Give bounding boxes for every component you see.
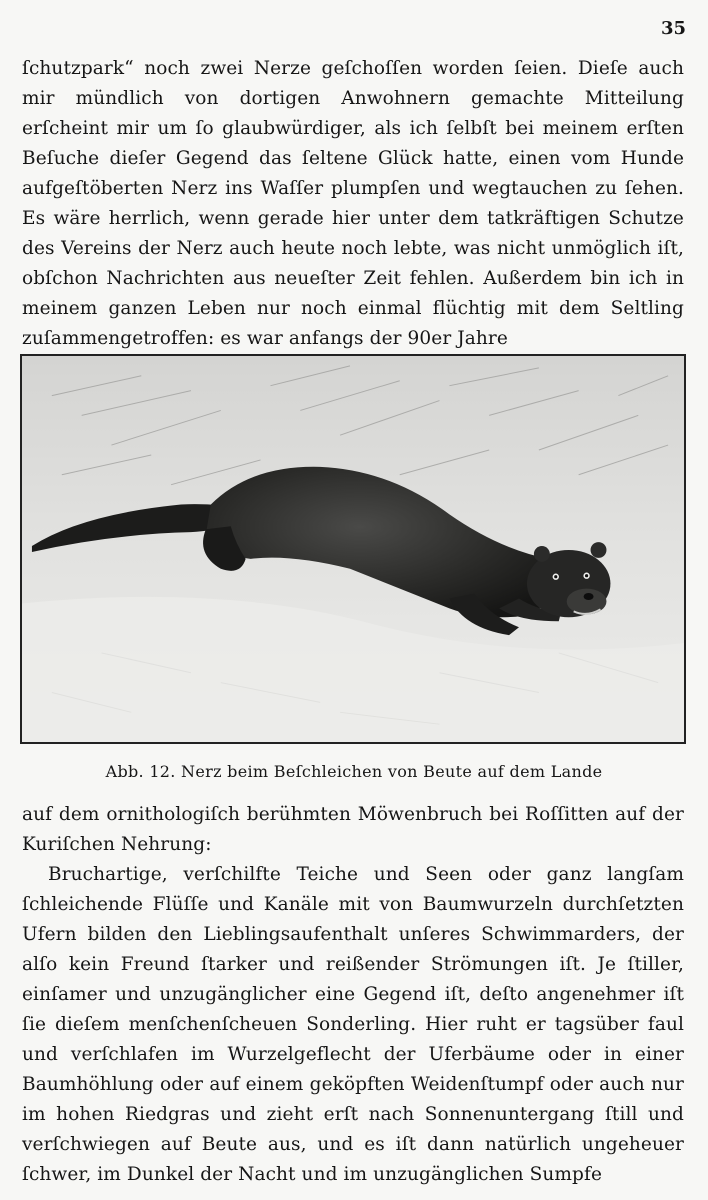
figure-caption: Abb. 12. Nerz beim Beſchleichen von Beute auf dem Lande xyxy=(105,762,603,781)
mink-illustration xyxy=(22,356,684,742)
paragraph-top: ſchutzpark“ noch zwei Nerze geſchoſſen worden ſeien. Dieſe auch mir mündlich von dortigen Anwohnern gemachte Mitteilung erſcheint mir um ſo glaubwürdiger, als ich ſelbſt bei meinem erſten Beſuche dieſer Gegend das ſeltene Glück hatte, einen vom Hunde aufgeſtöberten Nerz ins Waſſer plumpſen und wegtauchen zu ſehen. Es wäre herrlich, wenn gerade hier unter dem tatkräftigen Schutze des Vereins der Nerz auch heute noch lebte, was nicht unmöglich iſt, obſchon Nachrichten aus neueſter Zeit fehlen. Außerdem bin ich in meinem ganzen Leben nur noch einmal flüchtig mit dem Seltling zuſammengetroffen: es war anfangs der 90er Jahre xyxy=(22,58,684,349)
paragraph-main: Bruchartige, verſchilfte Teiche und Seen oder ganz langſam ſchleichende Flüſſe und Kanäle mit von Baumwurzeln durchſetzten Ufern bilden den Lieblingsaufenthalt unſeres Schwimmarders, der alſo kein Freund ſtarker und reißender Strömungen iſt. Je ſtiller, einſamer und unzugänglicher eine Gegend iſt, deſto angenehmer iſt ſie dieſem menſchenſcheuen Sonderling. Hier ruht er tagsüber faul und verſchlafen im Wurzelgeflecht der Uferbäume oder in einer Baumhöhlung oder auf einem geköpften Weidenſtumpf oder auch nur im hohen Riedgras und zieht erſt nach Sonnenuntergang ſtill und verſchwiegen auf Beute aus, und es iſt dann natürlich ungeheuer ſchwer, im Dunkel der Nacht und im unzugänglichen Sumpfe xyxy=(22,864,684,1185)
page-number: 35 xyxy=(660,18,686,39)
figure-image xyxy=(20,354,686,744)
paragraph-continued: auf dem ornithologiſch berühmten Möwenbruch bei Roſſitten auf der Kuriſchen Nehrung: xyxy=(22,804,684,855)
